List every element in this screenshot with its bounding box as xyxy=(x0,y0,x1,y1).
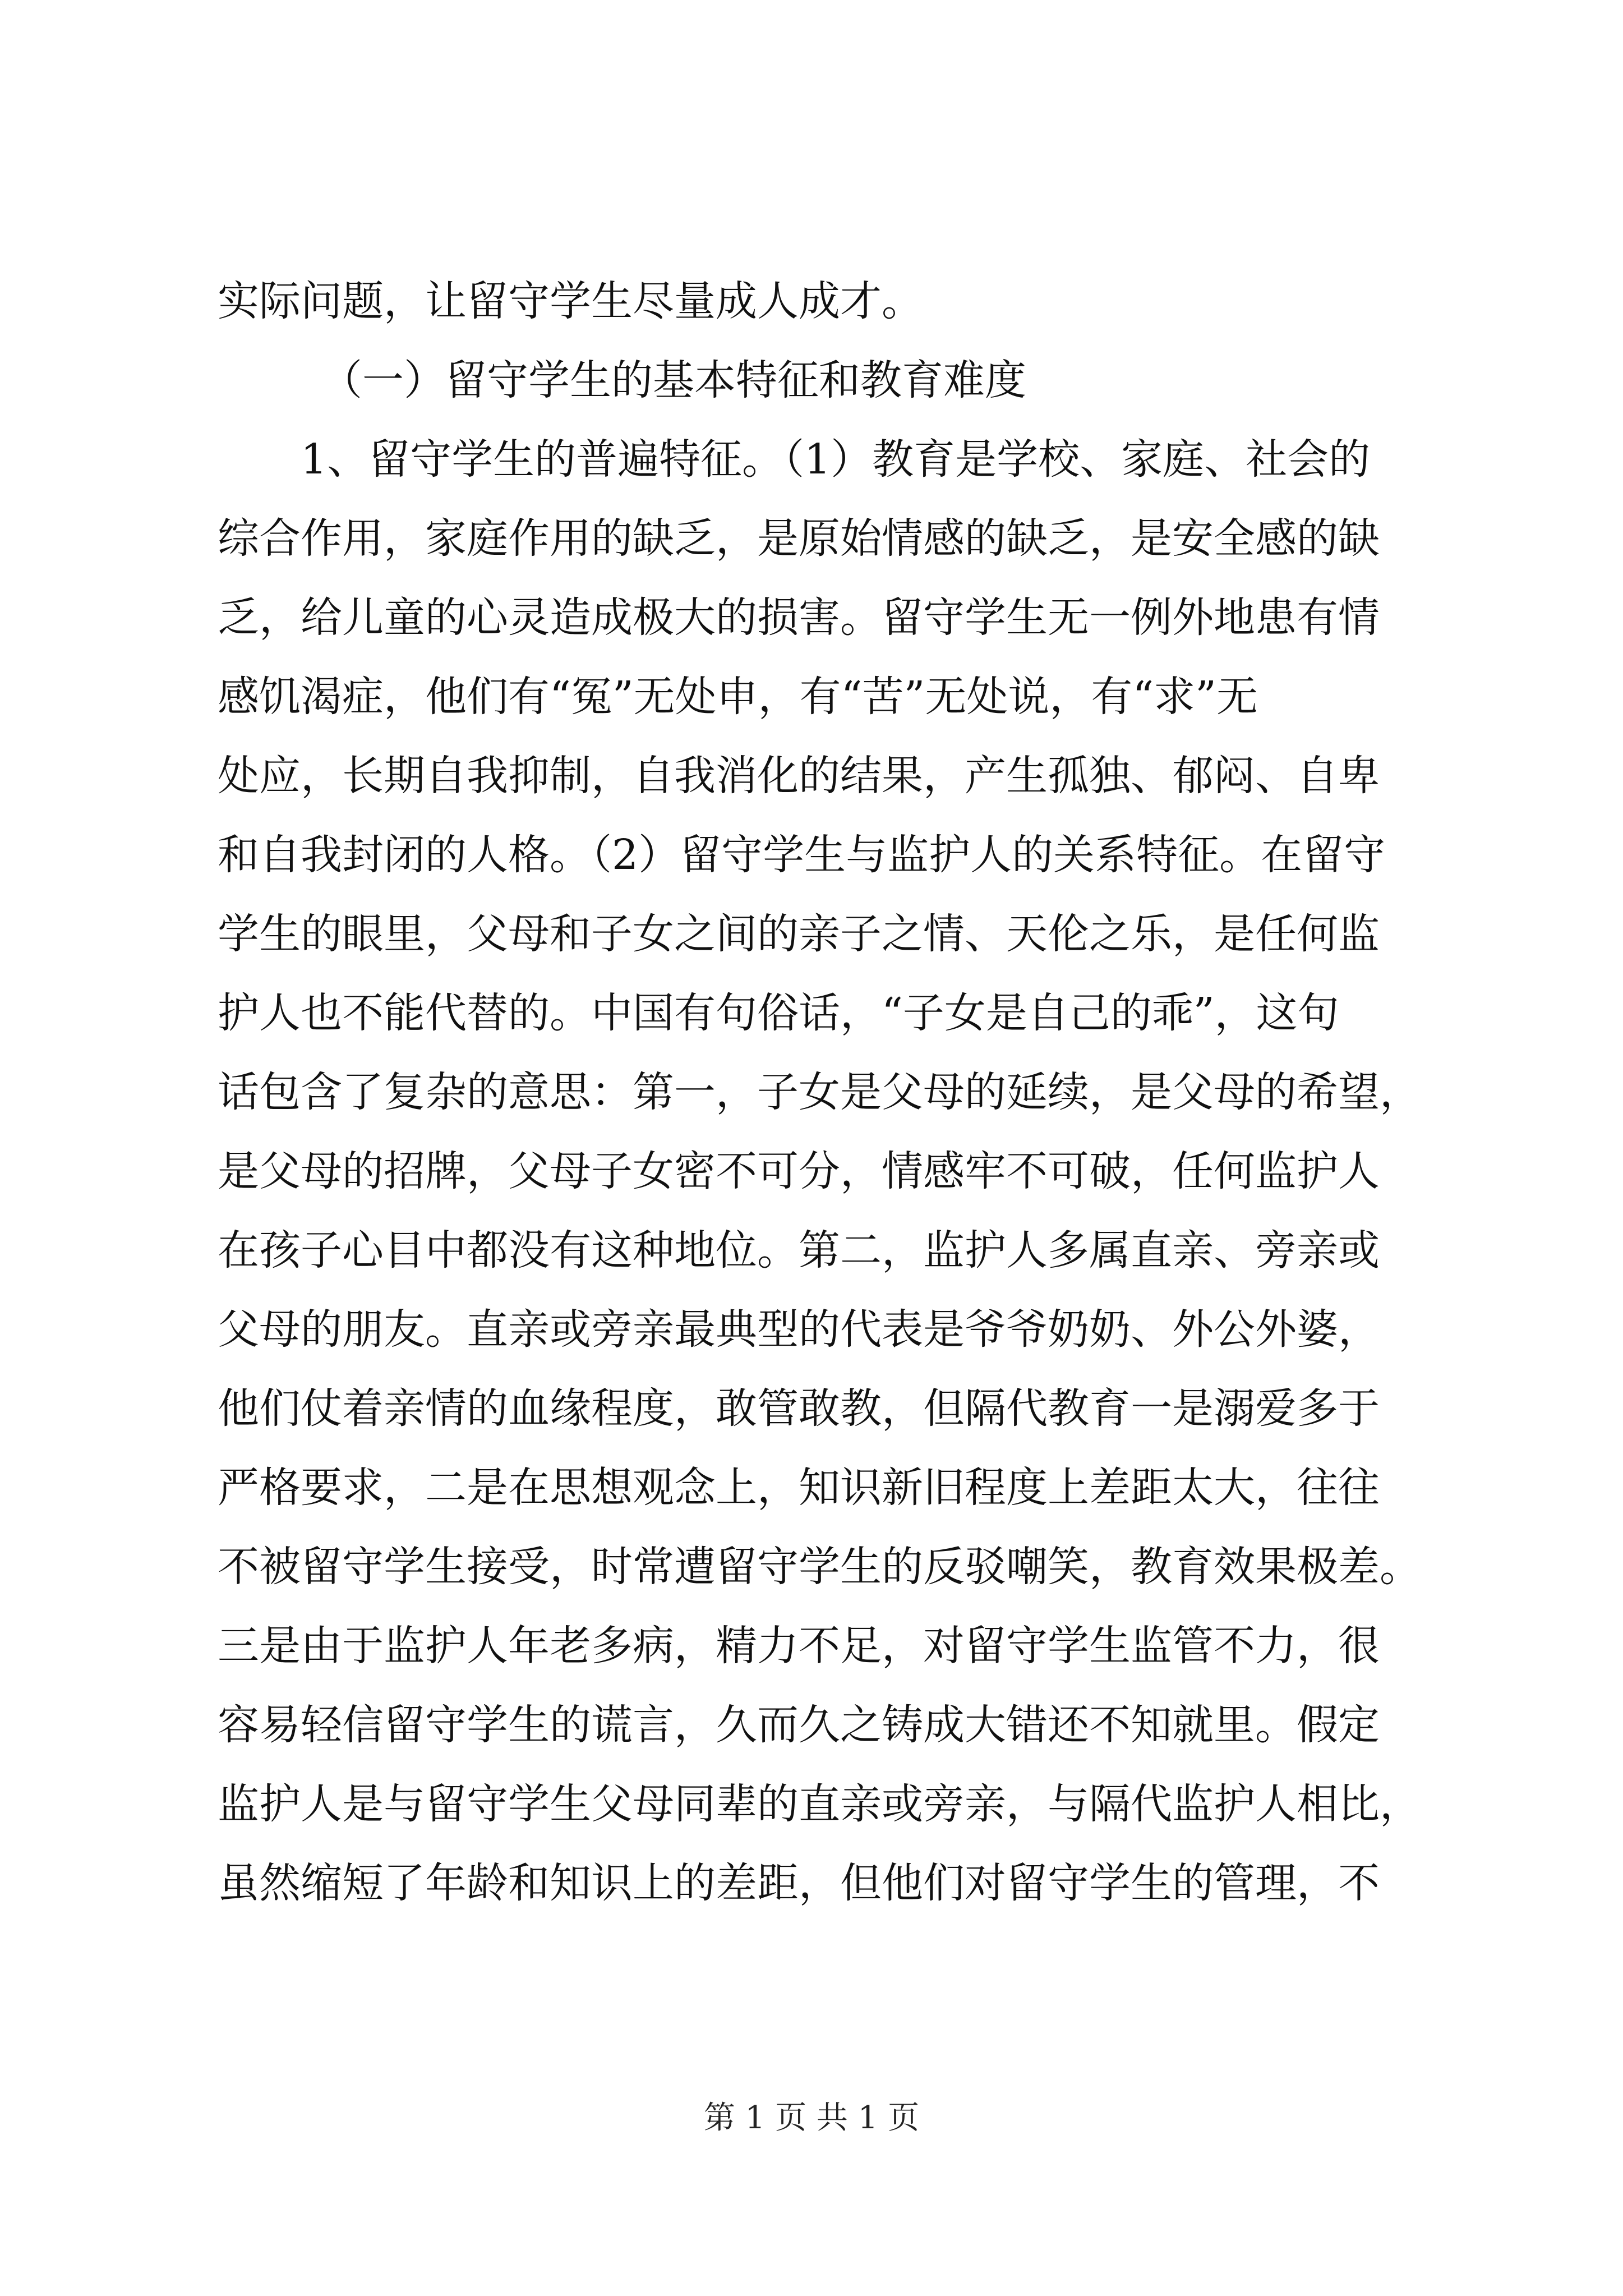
text-line: 1、留守学生的普遍特征。（1）教育是学校、家庭、社会的 xyxy=(301,435,1371,484)
text-line: 是父母的招牌，父母子女密不可分，情感牢不可破，任何监护人 xyxy=(218,1147,1380,1195)
text-line: 在孩子心目中都没有这种地位。第二，监护人多属直亲、旁亲或 xyxy=(218,1226,1380,1274)
text-line: 感饥渴症，他们有“冤”无处申，有“苦”无处说，有“求”无 xyxy=(218,673,1258,721)
text-line: 处应，长期自我抑制，自我消化的结果，产生孤独、郁闷、自卑 xyxy=(218,752,1380,800)
text-line: 学生的眼里，父母和子女之间的亲子之情、天伦之乐，是任何监 xyxy=(218,910,1380,958)
text-line: 实际问题，让留守学生尽量成人成才。 xyxy=(218,277,923,325)
text-line: 和自我封闭的人格。（2）留守学生与监护人的关系特征。在留守 xyxy=(218,831,1386,879)
text-line: 容易轻信留守学生的谎言，久而久之铸成大错还不知就里。假定 xyxy=(218,1701,1380,1749)
text-line: 监护人是与留守学生父母同辈的直亲或旁亲，与隔代监护人相比， xyxy=(218,1780,1421,1828)
text-line: 他们仗着亲情的血缘程度，敢管敢教，但隔代教育一是溺爱多于 xyxy=(218,1384,1380,1433)
text-line: 乏，给儿童的心灵造成极大的损害。留守学生无一例外地患有情 xyxy=(218,593,1380,642)
text-line: 话包含了复杂的意思：第一，子女是父母的延续，是父母的希望， xyxy=(218,1068,1421,1116)
text-line: 父母的朋友。直亲或旁亲最典型的代表是爷爷奶奶、外公外婆， xyxy=(218,1305,1380,1354)
text-line: 三是由于监护人年老多病，精力不足，对留守学生监管不力，很 xyxy=(218,1622,1380,1670)
text-line: 综合作用，家庭作用的缺乏，是原始情感的缺乏，是安全感的缺 xyxy=(218,514,1380,563)
text-line: 不被留守学生接受，时常遭留守学生的反驳嘲笑，教育效果极差。 xyxy=(218,1543,1421,1591)
text-line: 虽然缩短了年龄和知识上的差距，但他们对留守学生的管理，不 xyxy=(218,1859,1380,1907)
text-line: 严格要求，二是在思想观念上，知识新旧程度上差距太大，往往 xyxy=(218,1464,1380,1512)
page-footer: 第 1 页 共 1 页 xyxy=(703,2100,920,2136)
section-heading: （一）留守学生的基本特征和教育难度 xyxy=(321,356,1026,404)
text-line: 护人也不能代替的。中国有句俗话，“子女是自己的乖”，这句 xyxy=(218,989,1339,1037)
